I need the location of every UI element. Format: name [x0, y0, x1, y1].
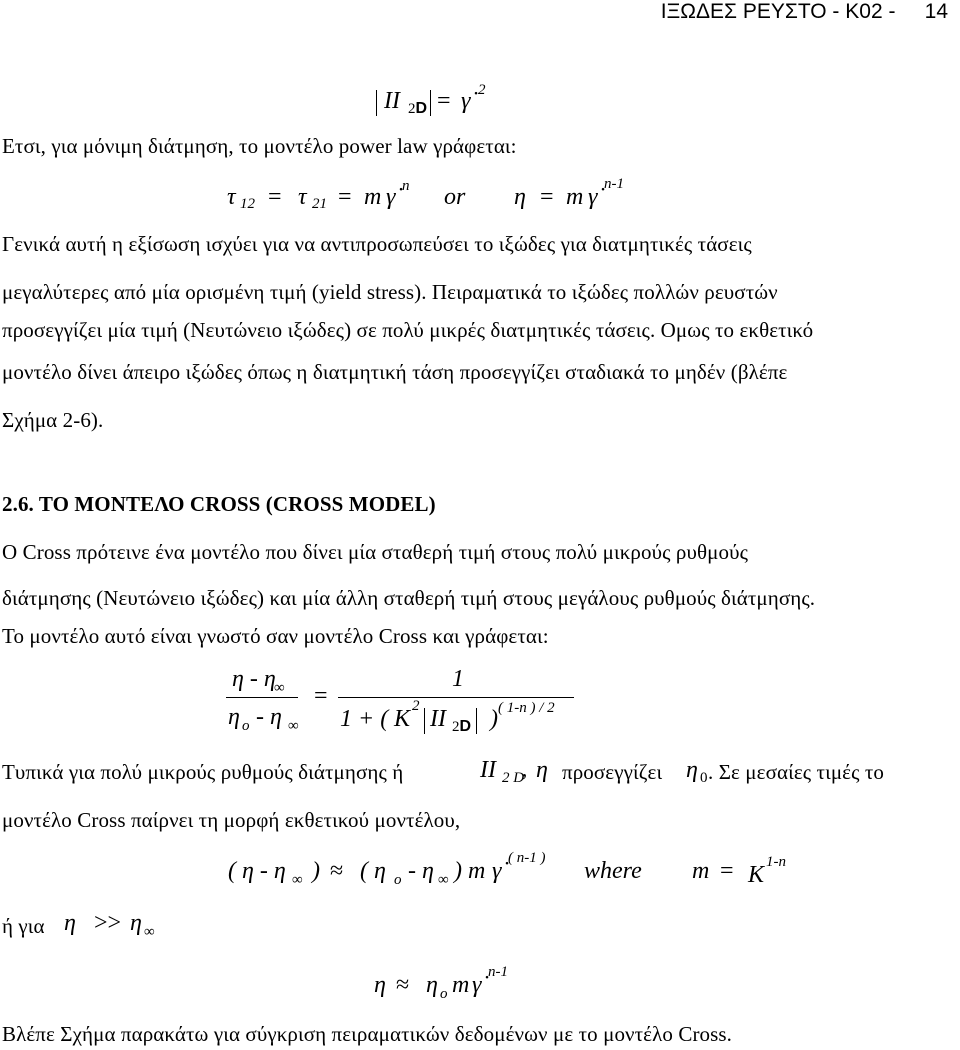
eq2-gamma-dot-2: γ̇: [588, 184, 598, 210]
eq2-sub12: 12: [240, 196, 255, 212]
eq2-sub21: 21: [312, 196, 327, 212]
typ-eta: η: [536, 757, 548, 783]
typ-post: . Σε μεσαίες τιμές το: [708, 760, 884, 784]
eq3-K-exp: 2: [412, 698, 420, 714]
para2-line-1: Ο Cross πρότεινε ένα μοντέλο που δίνει μία σταθερή τιμή στους πολύ μικρούς ρυθμούς: [2, 540, 748, 564]
eq2-eta: η: [514, 184, 526, 210]
eq1-sub: [408, 100, 427, 118]
abs-bar-right: [430, 90, 431, 116]
eq5-eta: η: [374, 972, 386, 998]
para1-line-5: Σχήμα 2-6).: [2, 408, 104, 432]
eq2-exp-n: n: [402, 178, 410, 194]
eq5-gamma-dot: γ̇: [472, 972, 482, 998]
typ-II-sub: 2 D: [502, 770, 525, 786]
eq3-K: K: [394, 706, 411, 732]
or-pre: ή για: [2, 914, 45, 938]
eq3-den-sub-o: o: [242, 718, 250, 734]
eq3-abs-bar-right: [476, 708, 477, 734]
running-title: ΙΞΩΔΕΣ ΡΕΥΣΤΟ - Κ02 -: [660, 0, 896, 23]
eq1-gamma-dot: γ̇: [461, 88, 471, 114]
eq2-equals-1: =: [268, 184, 282, 210]
eq3-one: 1: [452, 666, 464, 692]
eq4-approx: ≈: [330, 858, 344, 884]
eq1-sub-D: D: [415, 100, 428, 117]
eq3-fraction-bar-right: [338, 697, 574, 698]
eq4-K-exp: 1-n: [766, 854, 786, 870]
eq3-den-rest: - η: [256, 704, 282, 730]
eq4-K: K: [748, 862, 765, 888]
or-inf: ∞: [144, 924, 155, 940]
eq4-open1: ( η - η: [228, 858, 286, 884]
typ-II: II: [480, 757, 496, 783]
eq4-open2: ( η: [360, 858, 386, 884]
typ-mid: προσεγγίζει: [562, 760, 663, 784]
eq1-sub-2: 2: [408, 101, 416, 117]
or-gg: >>: [94, 910, 122, 936]
typ-comma: ,: [522, 757, 528, 781]
eq2-tau-2: τ: [298, 184, 307, 210]
eq2-equals-3: =: [540, 184, 554, 210]
eq3-den-eta: η: [228, 704, 240, 730]
typ-eta0: η: [686, 757, 698, 783]
eq3-den-inf: ∞: [288, 718, 299, 734]
typ-pre: Τυπικά για πολύ μικρούς ρυθμούς διάτμησης ή: [2, 760, 404, 784]
eq5-eta-o: η: [426, 972, 438, 998]
eq4-sub-o: o: [394, 872, 402, 888]
eq4-equals: =: [720, 858, 734, 884]
para1-line-3: προσεγγίζει μία τιμή (Νευτώνειο ιξώδες) σε πολύ μικρές διατμητικές τάσεις. Ομως το εκθετικό: [2, 318, 814, 342]
eq4-close1: ): [312, 858, 320, 884]
para2-line-3: Το μοντέλο αυτό είναι γνωστό σαν μοντέλο Cross και γράφεται:: [2, 624, 549, 648]
or-eta: η: [64, 910, 76, 936]
eq3-exponent: ( 1-n ) / 2: [498, 700, 555, 716]
eq4-exp: ( n-1 ): [508, 850, 546, 866]
eq3-abs-bar-left: [424, 708, 425, 734]
eq1-equals: =: [437, 88, 451, 114]
para2-line-2: διάτμησης (Νευτώνειο ιξώδες) και μία άλλη σταθερή τιμή στους μεγάλους ρυθμούς διάτμησης.: [2, 586, 816, 610]
eq5-exp: n-1: [488, 964, 508, 980]
eq2-equals-2: =: [338, 184, 352, 210]
eq3-II: II: [430, 706, 446, 732]
eq5-sub-o: o: [440, 986, 448, 1002]
para1-line-1: Γενικά αυτή η εξίσωση ισχύει για να αντιπροσωπεύσει το ιξώδες για διατμητικές τάσεις: [2, 232, 752, 256]
eq2-m: m: [364, 184, 382, 210]
section-title: 2.6. ΤΟ ΜΟΝΤΕΛΟ CROSS (CROSS MODEL): [2, 492, 436, 516]
running-header: [661, 0, 948, 24]
eq4-m: m: [692, 858, 710, 884]
eq3-close: ): [490, 706, 498, 732]
or-eta-inf: η: [130, 910, 142, 936]
eq3-II-sub-2: 2: [452, 719, 460, 735]
eq1-exponent: 2: [478, 82, 486, 98]
eq4-close2: ) m: [454, 858, 486, 884]
eq4-mid: - η: [408, 858, 434, 884]
eq3-numerator: η - η: [232, 666, 276, 692]
para1-line-2: μεγαλύτερες από μία ορισμένη τιμή (yield stress). Πειραματικά το ιξώδες πολλών ρευστών: [2, 280, 778, 304]
eq4-where: where: [584, 858, 642, 884]
abs-bar-left: [376, 90, 377, 116]
eq2-m-2: m: [566, 184, 584, 210]
eq4-inf-2: ∞: [438, 872, 449, 888]
eq3-II-sub: [452, 718, 471, 736]
text-power-law-intro: Ετσι, για μόνιμη διάτμηση, το μοντέλο power law γράφεται:: [2, 134, 517, 158]
page-number: 14: [924, 0, 948, 23]
text-cross-exponential: μοντέλο Cross παίρνει τη μορφή εκθετικού μοντέλου,: [2, 808, 461, 832]
eq2-exp-n1: n-1: [604, 176, 624, 192]
eq4-inf-1: ∞: [292, 872, 303, 888]
eq5-approx: ≈: [396, 972, 410, 998]
eq1-II: II: [384, 88, 400, 114]
eq2-tau: τ: [227, 184, 236, 210]
eq3-II-sub-D: D: [459, 718, 472, 735]
eq2-or: or: [444, 184, 466, 210]
eq3-fraction-bar-left: [226, 697, 298, 698]
eq3-equals: =: [314, 683, 328, 709]
eq3-num-inf: ∞: [274, 680, 285, 696]
eq5-m: m: [452, 972, 470, 998]
eq2-gamma-dot: γ̇: [386, 184, 396, 210]
text-see-figure: Βλέπε Σχήμα παρακάτω για σύγκριση πειραματικών δεδομένων με το μοντέλο Cross.: [2, 1022, 733, 1046]
typ-sub0: 0: [700, 770, 708, 786]
eq3-one-plus: 1 + (: [340, 706, 389, 732]
eq4-gamma-dot: γ̇: [492, 858, 502, 884]
para1-line-4: μοντέλο δίνει άπειρο ιξώδες όπως η διατμητική τάση προσεγγίζει σταδιακά το μηδέν (βλέπε: [2, 360, 788, 384]
